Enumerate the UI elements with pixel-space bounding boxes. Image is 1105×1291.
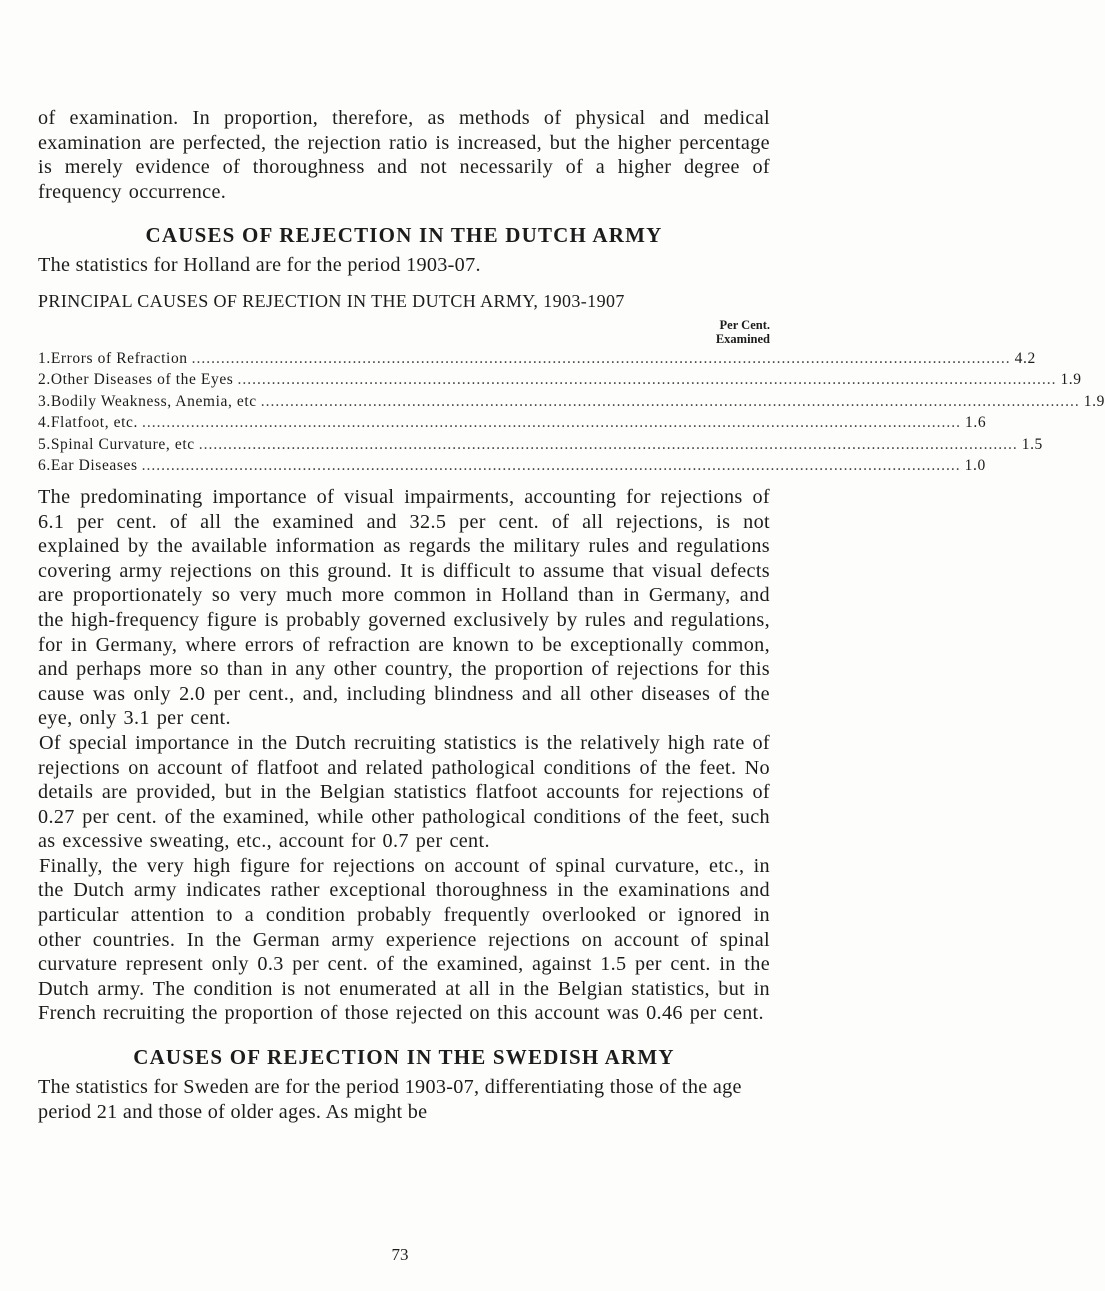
leader-dots: ........................................................................................................................................................................ (260, 392, 1080, 410)
column-header-line-2: Examined (715, 331, 770, 346)
dutch-section-intro: The statistics for Holland are for the period 1903-07. (38, 254, 481, 277)
column-header-per-cent (650, 318, 770, 346)
row-value: 1.5 (1021, 435, 1043, 453)
row-number: 5. (38, 435, 51, 453)
row-label: Bodily Weakness, Anemia, etc (50, 392, 257, 410)
row-label: Errors of Refraction (50, 349, 188, 367)
row-number: 1. (38, 349, 51, 367)
swedish-section-intro: The statistics for Sweden are for the period 1903-07, differentiating those of the age period 21 and those of older ages. As might be (38, 1076, 742, 1123)
rejection-causes-table (38, 348, 1105, 477)
leader-dots: ........................................................................................................................................................................ (237, 371, 1057, 389)
table-row (38, 348, 1036, 370)
row-number: 3. (38, 392, 51, 410)
row-value: 1.0 (964, 457, 986, 475)
row-number: 2. (38, 371, 51, 389)
leader-dots: ........................................................................................................................................................................ (142, 414, 961, 432)
row-label: Ear Diseases (50, 457, 138, 475)
flatfoot-paragraph: Of special importance in the Dutch recruiting statistics is the relatively high rate of rejections on account of flatfoot and related pathological conditions of the feet. No details are provided, but in the Belgian statistics flatfoot accounts for rejections of 0.27 per cent. of the examined, while other pathological conditions of the feet, such as excessive sweating, etc., account for 0.7 per cent. (38, 731, 770, 853)
row-value: 1.9 (1083, 392, 1105, 410)
column-header-line-1: Per Cent. (719, 317, 770, 332)
table-row (38, 434, 1043, 456)
row-label: Flatfoot, etc. (50, 414, 138, 432)
dutch-table-title: PRINCIPAL CAUSES OF REJECTION IN THE DUTCH ARMY, 1903-1907 (38, 290, 625, 311)
row-value: 1.9 (1060, 371, 1082, 389)
leader-dots: ........................................................................................................................................................................ (198, 435, 1018, 453)
table-row (38, 391, 1105, 413)
row-label: Other Diseases of the Eyes (50, 371, 234, 389)
table-row (38, 455, 986, 477)
row-number: 6. (38, 457, 51, 475)
opening-paragraph: of examination. In proportion, therefore, as methods of physical and medical examination are perfected, the rejection ratio is increased, but the higher percentage is merely evidence of thoroughness and not necessarily of a higher degree of frequency occurrence. (38, 107, 770, 203)
swedish-section-heading: CAUSES OF REJECTION IN THE SWEDISH ARMY (133, 1045, 675, 1070)
spinal-curvature-paragraph: Finally, the very high figure for rejections on account of spinal curvature, etc., in the Dutch army indicates rather exceptional thoroughness in the examinations and particular attention to a condition probably frequently overlooked or ignored in other countries. In the German army experience rejections on account of spinal curvature represent only 0.3 per cent. of the examined, against 1.5 per cent. in the Dutch army. The condition is not enumerated at all in the Belgian statistics, but in French recruiting the proportion of those rejected on this account was 0.46 per cent. (38, 854, 770, 1025)
page-number: 73 (391, 1245, 409, 1264)
table-row (38, 369, 1082, 391)
row-value: 4.2 (1014, 349, 1036, 367)
row-value: 1.6 (965, 414, 987, 432)
row-label: Spinal Curvature, etc (50, 435, 195, 453)
row-number: 4. (38, 414, 51, 432)
page-body (38, 106, 1105, 1124)
dutch-section-heading: CAUSES OF REJECTION IN THE DUTCH ARMY (145, 223, 663, 248)
leader-dots: ........................................................................................................................................................................ (141, 457, 961, 475)
leader-dots: ........................................................................................................................................................................ (191, 349, 1011, 367)
visual-impairments-paragraph: The predominating importance of visual impairments, accounting for rejections of 6.1 per cent. of all the examined and 32.5 per cent. of all rejections, is not explained by the available information as regards the military rules and regulations covering army rejections on this ground. It is difficult to assume that visual defects are proportionately so very much more common in Holland than in Germany, and the high-frequency figure is probably governed exclusively by rules and regulations, for in Germany, where errors of refraction are known to be exceptionally common, and perhaps more so than in any other country, the proportion of rejections for this cause was only 2.0 per cent., and, including blindness and all other diseases of the eye, only 3.1 per cent. (38, 485, 770, 730)
table-row (38, 412, 987, 434)
